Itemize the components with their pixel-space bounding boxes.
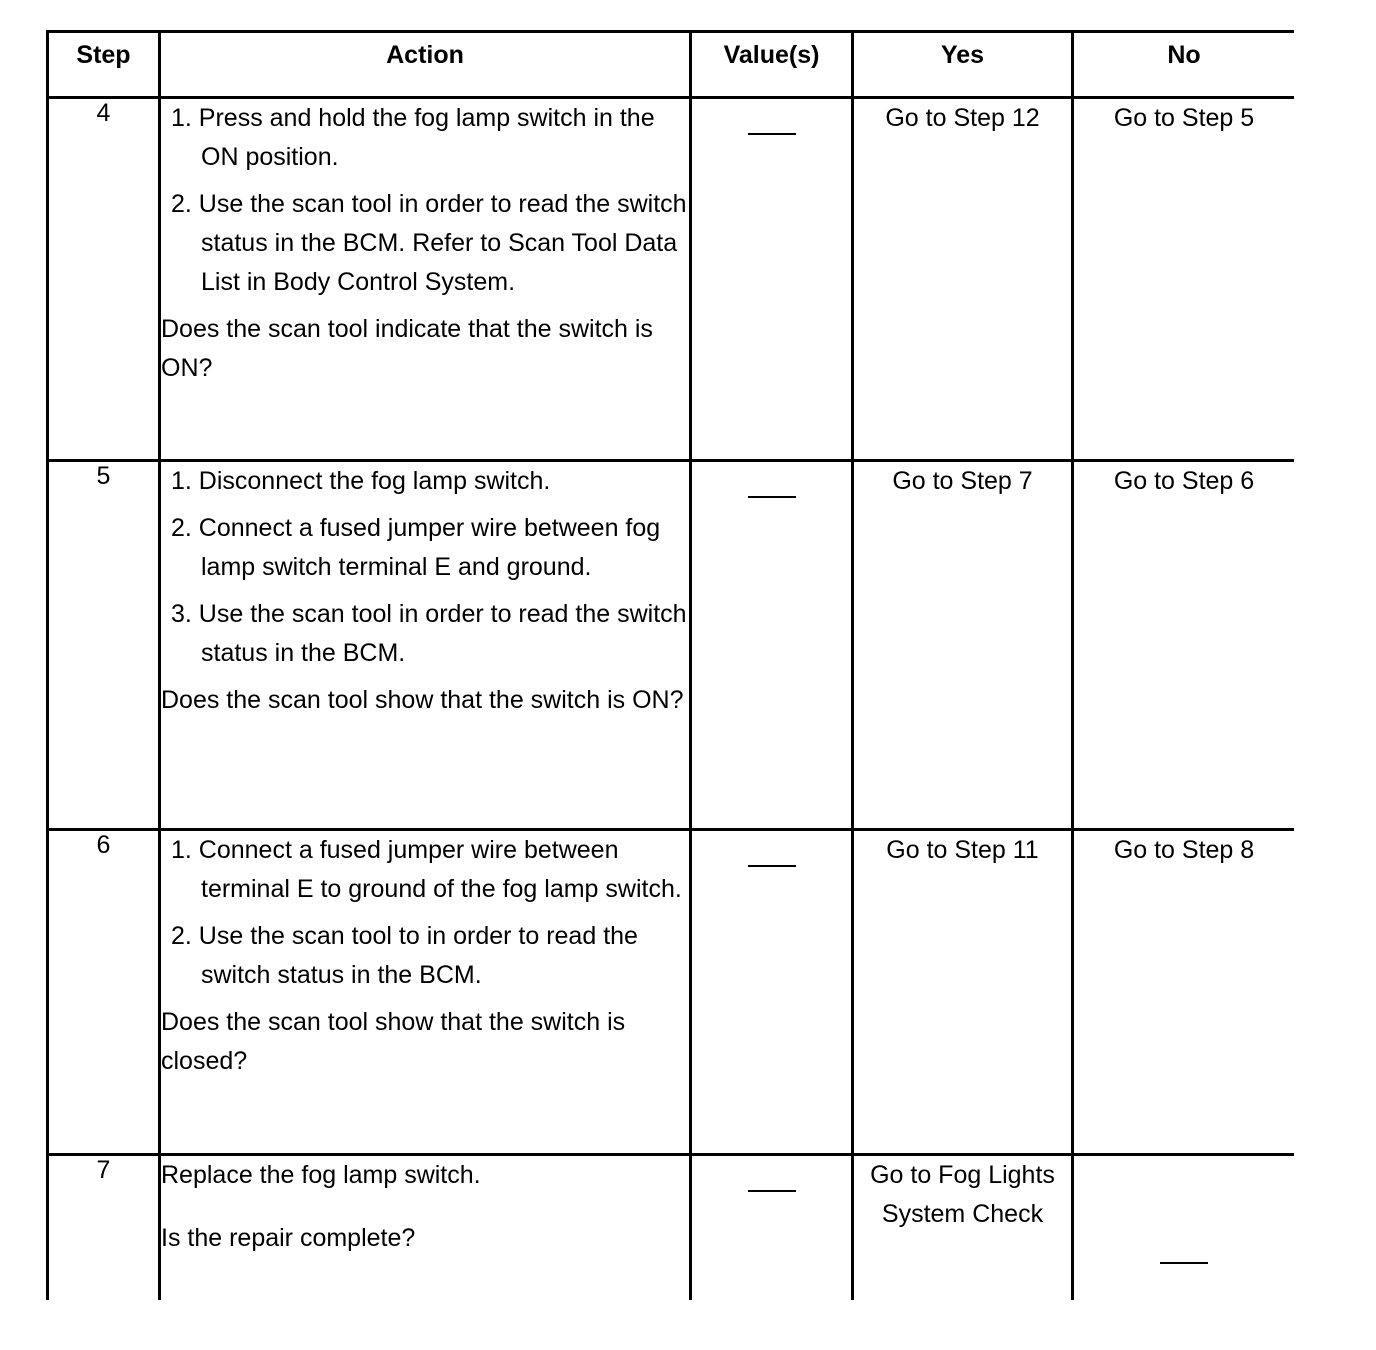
- no-result-dash: [1160, 1262, 1208, 1264]
- table-row: [48, 98, 1295, 461]
- no-result: Go to Step 5: [1073, 98, 1295, 461]
- table-row: [48, 461, 1295, 830]
- action-step: 2. Use the scan tool in order to read the switch status in the BCM. Refer to Scan Tool Data List in Body Control System.: [171, 190, 687, 296]
- action-cell: [160, 830, 691, 1155]
- header-no: No: [1073, 32, 1295, 98]
- header-step: Step: [48, 32, 160, 98]
- action-step: 3. Use the scan tool in order to read the switch status in the BCM.: [171, 600, 687, 667]
- action-question: Does the scan tool show that the switch is ON?: [161, 686, 684, 714]
- step-number: 4: [48, 98, 160, 461]
- yes-result: Go to Step 7: [853, 461, 1073, 830]
- yes-result: Go to Step 12: [853, 98, 1073, 461]
- step-number: 7: [48, 1155, 160, 1301]
- yes-result: Go to Fog Lights System Check: [853, 1155, 1073, 1301]
- value-cell: [691, 98, 853, 461]
- header-yes: Yes: [853, 32, 1073, 98]
- value-dash: [748, 865, 796, 867]
- value-dash: [748, 133, 796, 135]
- action-question: Does the scan tool show that the switch is closed?: [161, 1008, 626, 1075]
- table-row: [48, 1155, 1295, 1301]
- action-step: 1. Press and hold the fog lamp switch in the ON position.: [171, 104, 655, 171]
- value-dash: [748, 1190, 796, 1192]
- value-cell: [691, 830, 853, 1155]
- table-row: [48, 830, 1295, 1155]
- action-step: 2. Use the scan tool to in order to read the switch status in the BCM.: [171, 922, 638, 989]
- yes-result: Go to Step 11: [853, 830, 1073, 1155]
- header-row: [48, 32, 1295, 98]
- no-result: Go to Step 8: [1073, 830, 1295, 1155]
- step-number: 6: [48, 830, 160, 1155]
- action-question: Does the scan tool indicate that the switch is ON?: [161, 315, 653, 382]
- no-result: Go to Step 6: [1073, 461, 1295, 830]
- no-result: [1073, 1155, 1295, 1301]
- value-cell: [691, 1155, 853, 1301]
- diagnostic-table: [46, 30, 1294, 1300]
- header-values: Value(s): [691, 32, 853, 98]
- action-cell: [160, 98, 691, 461]
- step-number: 5: [48, 461, 160, 830]
- value-cell: [691, 461, 853, 830]
- diagnostic-table-container: [46, 30, 1294, 1300]
- action-step: 2. Connect a fused jumper wire between fog lamp switch terminal E and ground.: [171, 514, 661, 581]
- header-action: Action: [160, 32, 691, 98]
- action-cell: [160, 461, 691, 830]
- value-dash: [748, 496, 796, 498]
- action-question: Is the repair complete?: [161, 1224, 416, 1252]
- action-step: Replace the fog lamp switch.: [161, 1161, 481, 1189]
- action-step: 1. Disconnect the fog lamp switch.: [171, 467, 551, 495]
- action-cell: [160, 1155, 691, 1301]
- action-step: 1. Connect a fused jumper wire between terminal E to ground of the fog lamp switch.: [171, 836, 682, 903]
